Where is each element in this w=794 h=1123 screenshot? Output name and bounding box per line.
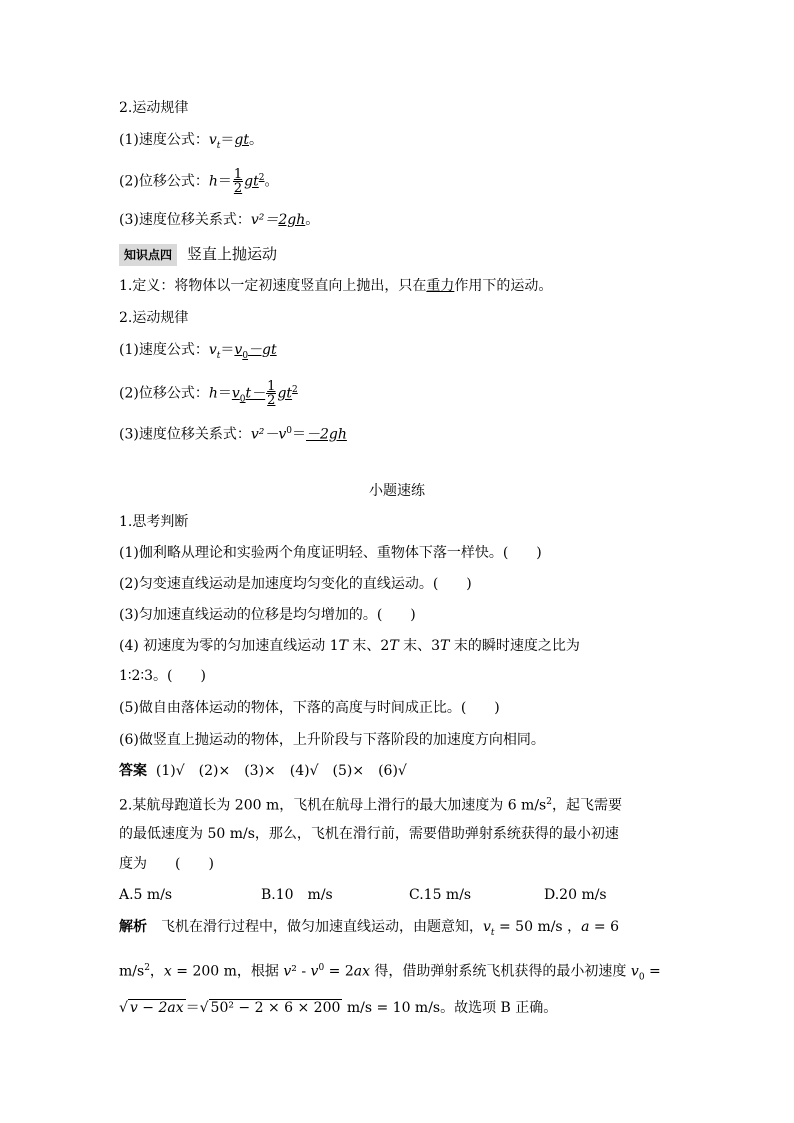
answer: －gt	[248, 342, 277, 358]
symbol: x	[163, 963, 172, 980]
equals: ＝	[185, 1000, 200, 1016]
denominator: 2	[233, 181, 243, 197]
text: 作用下的运动。	[454, 278, 553, 294]
subscript: 0	[239, 394, 246, 405]
option-b: B.10 m/s	[261, 887, 333, 903]
answer: t－	[245, 385, 266, 402]
answer: gt	[244, 173, 259, 190]
answer: 重力	[426, 278, 455, 294]
sqrt-expression-2	[209, 998, 343, 1018]
knowledge-point-header	[119, 244, 277, 266]
text: = 2	[324, 963, 354, 980]
symbol: ax	[353, 963, 370, 980]
text: 2.某航母跑道长为 200 m，飞机在航母上滑行的最大加速度为 6 m/s	[119, 797, 547, 814]
text: 末、2	[347, 638, 390, 654]
period: 。	[248, 132, 263, 148]
equals: ＝	[292, 426, 307, 443]
symbol: T	[338, 638, 348, 654]
answer-text: (1)√ (2)× (3)× (4)√ (5)× (6)√	[155, 763, 407, 779]
symbol: v	[630, 963, 639, 980]
symbol: h	[208, 173, 218, 190]
answer-label: 答案	[119, 763, 147, 779]
judgement-2: (2)匀变速直线运动是加速度均匀变化的直线运动。( )	[119, 576, 472, 592]
question-2-line-1	[119, 792, 622, 816]
text: =	[644, 963, 661, 980]
radicand: v − 2ax	[129, 1000, 184, 1016]
section-heading-laws: 2.运动规律	[119, 100, 189, 116]
sqrt-icon: √	[199, 1000, 209, 1016]
answer: v	[234, 342, 243, 358]
option-a: A.5 m/s	[119, 887, 173, 903]
answer: 2gh	[278, 212, 306, 228]
judgement-4	[119, 636, 580, 656]
radicand: 50² − 2 × 6 × 200	[210, 1000, 341, 1016]
free-fall-relation-formula	[119, 210, 319, 230]
symbol: v	[208, 342, 217, 358]
judgement-4-continued: 1∶2∶3。( )	[119, 668, 206, 684]
text: = 50 m/s ，	[494, 919, 582, 935]
superscript: 2	[144, 963, 150, 973]
superscript: 0	[286, 426, 293, 436]
judgement-3: (3)匀加速直线运动的位移是均匀增加的。( )	[119, 607, 416, 623]
answer: v	[231, 385, 240, 402]
symbol: T	[389, 638, 399, 654]
solution-label: 解析	[119, 919, 147, 935]
label: (2)位移公式：	[119, 385, 209, 402]
text: m/s = 10 m/s。故选项 B 正确。	[342, 1000, 558, 1016]
period: 。	[305, 212, 320, 228]
subscript: 0	[638, 972, 645, 983]
symbol: a	[581, 919, 590, 935]
sqrt-icon: √	[119, 1000, 128, 1016]
solution-line-2	[119, 958, 661, 987]
numerator: 1	[233, 167, 243, 183]
practice-title: 小题速练	[369, 483, 425, 499]
numerator: 1	[267, 379, 276, 395]
vertical-velocity-formula	[119, 340, 277, 366]
symbol: v	[208, 132, 217, 148]
symbol: v²－v	[250, 426, 287, 443]
text: 末、3	[398, 638, 441, 654]
text: ，起飞需要	[551, 797, 622, 814]
knowledge-title: 竖直上抛运动	[187, 245, 278, 263]
denominator: 2	[267, 393, 276, 409]
label: (1)速度公式：	[119, 132, 209, 148]
answer: gt	[234, 132, 249, 148]
equals: ＝	[220, 132, 235, 148]
label: (3)速度位移关系式：	[119, 212, 251, 228]
sqrt-expression-1	[128, 998, 186, 1018]
text: 末的瞬时速度之比为	[449, 638, 580, 654]
fraction	[266, 380, 276, 407]
judgement-5: (5)做自由落体运动的物体，下落的高度与时间成正比。( )	[119, 700, 500, 716]
equals: ＝	[217, 173, 232, 190]
question-2-line-2: 的最低速度为 50 m/s，那么，飞机在滑行前，需要借助弹射系统获得的最小初速	[119, 826, 619, 842]
subscript: t	[216, 350, 221, 361]
symbol: v	[310, 963, 319, 980]
vertical-relation-formula	[119, 421, 347, 445]
definition-line	[119, 276, 552, 296]
free-fall-velocity-formula	[119, 130, 263, 156]
text: = 200 m，根据	[171, 963, 284, 980]
label: (3)速度位移关系式：	[119, 426, 251, 443]
answer: gt	[277, 385, 293, 402]
equals: ＝	[220, 342, 235, 358]
answer-line	[119, 761, 407, 781]
symbol: v²＝	[250, 212, 279, 228]
question-2-line-3: 度为 ( )	[119, 856, 214, 872]
period: 。	[264, 173, 279, 190]
solution-line-3	[119, 998, 557, 1018]
text: ² -	[291, 963, 311, 980]
subscript: t	[490, 927, 495, 938]
text: m/s	[119, 963, 145, 980]
free-fall-displacement-formula	[119, 168, 278, 195]
option-d: D.20 m/s	[544, 887, 607, 903]
superscript: 0	[318, 963, 325, 973]
option-c: C.15 m/s	[409, 887, 472, 903]
knowledge-badge: 知识点四	[119, 244, 177, 266]
text: (4) 初速度为零的匀加速直线运动 1	[119, 638, 339, 654]
text: 1.定义：将物体以一定初速度竖直向上抛出，只在	[119, 278, 427, 294]
judgement-6: (6)做竖直上抛运动的物体，上升阶段与下落阶段的加速度方向相同。	[119, 732, 545, 748]
question-1-heading: 1.思考判断	[119, 514, 189, 530]
solution-line-1	[119, 917, 619, 943]
superscript: 2	[258, 173, 265, 183]
fraction	[233, 168, 243, 195]
symbol: T	[440, 638, 450, 654]
section-heading-laws-2: 2.运动规律	[119, 310, 189, 326]
judgement-1: (1)伽利略从理论和实验两个角度证明轻、重物体下落一样快。( )	[119, 545, 542, 561]
vertical-displacement-formula	[119, 380, 298, 409]
text: = 6	[589, 919, 619, 935]
answer: －2gh	[306, 426, 347, 443]
superscript: 2	[292, 385, 298, 395]
superscript: 2	[546, 797, 552, 807]
symbol: h	[208, 385, 218, 402]
text: 飞机在滑行过程中，做匀加速直线运动，由题意知，	[147, 919, 483, 935]
subscript: 0	[242, 350, 249, 361]
text: 得，借助弹射系统飞机获得的最小初速度	[369, 963, 631, 980]
label: (2)位移公式：	[119, 173, 209, 190]
symbol: v	[283, 963, 292, 980]
label: (1)速度公式：	[119, 342, 209, 358]
subscript: t	[216, 140, 221, 151]
text: ，	[149, 963, 164, 980]
equals: ＝	[217, 385, 232, 402]
symbol: v	[483, 919, 491, 935]
